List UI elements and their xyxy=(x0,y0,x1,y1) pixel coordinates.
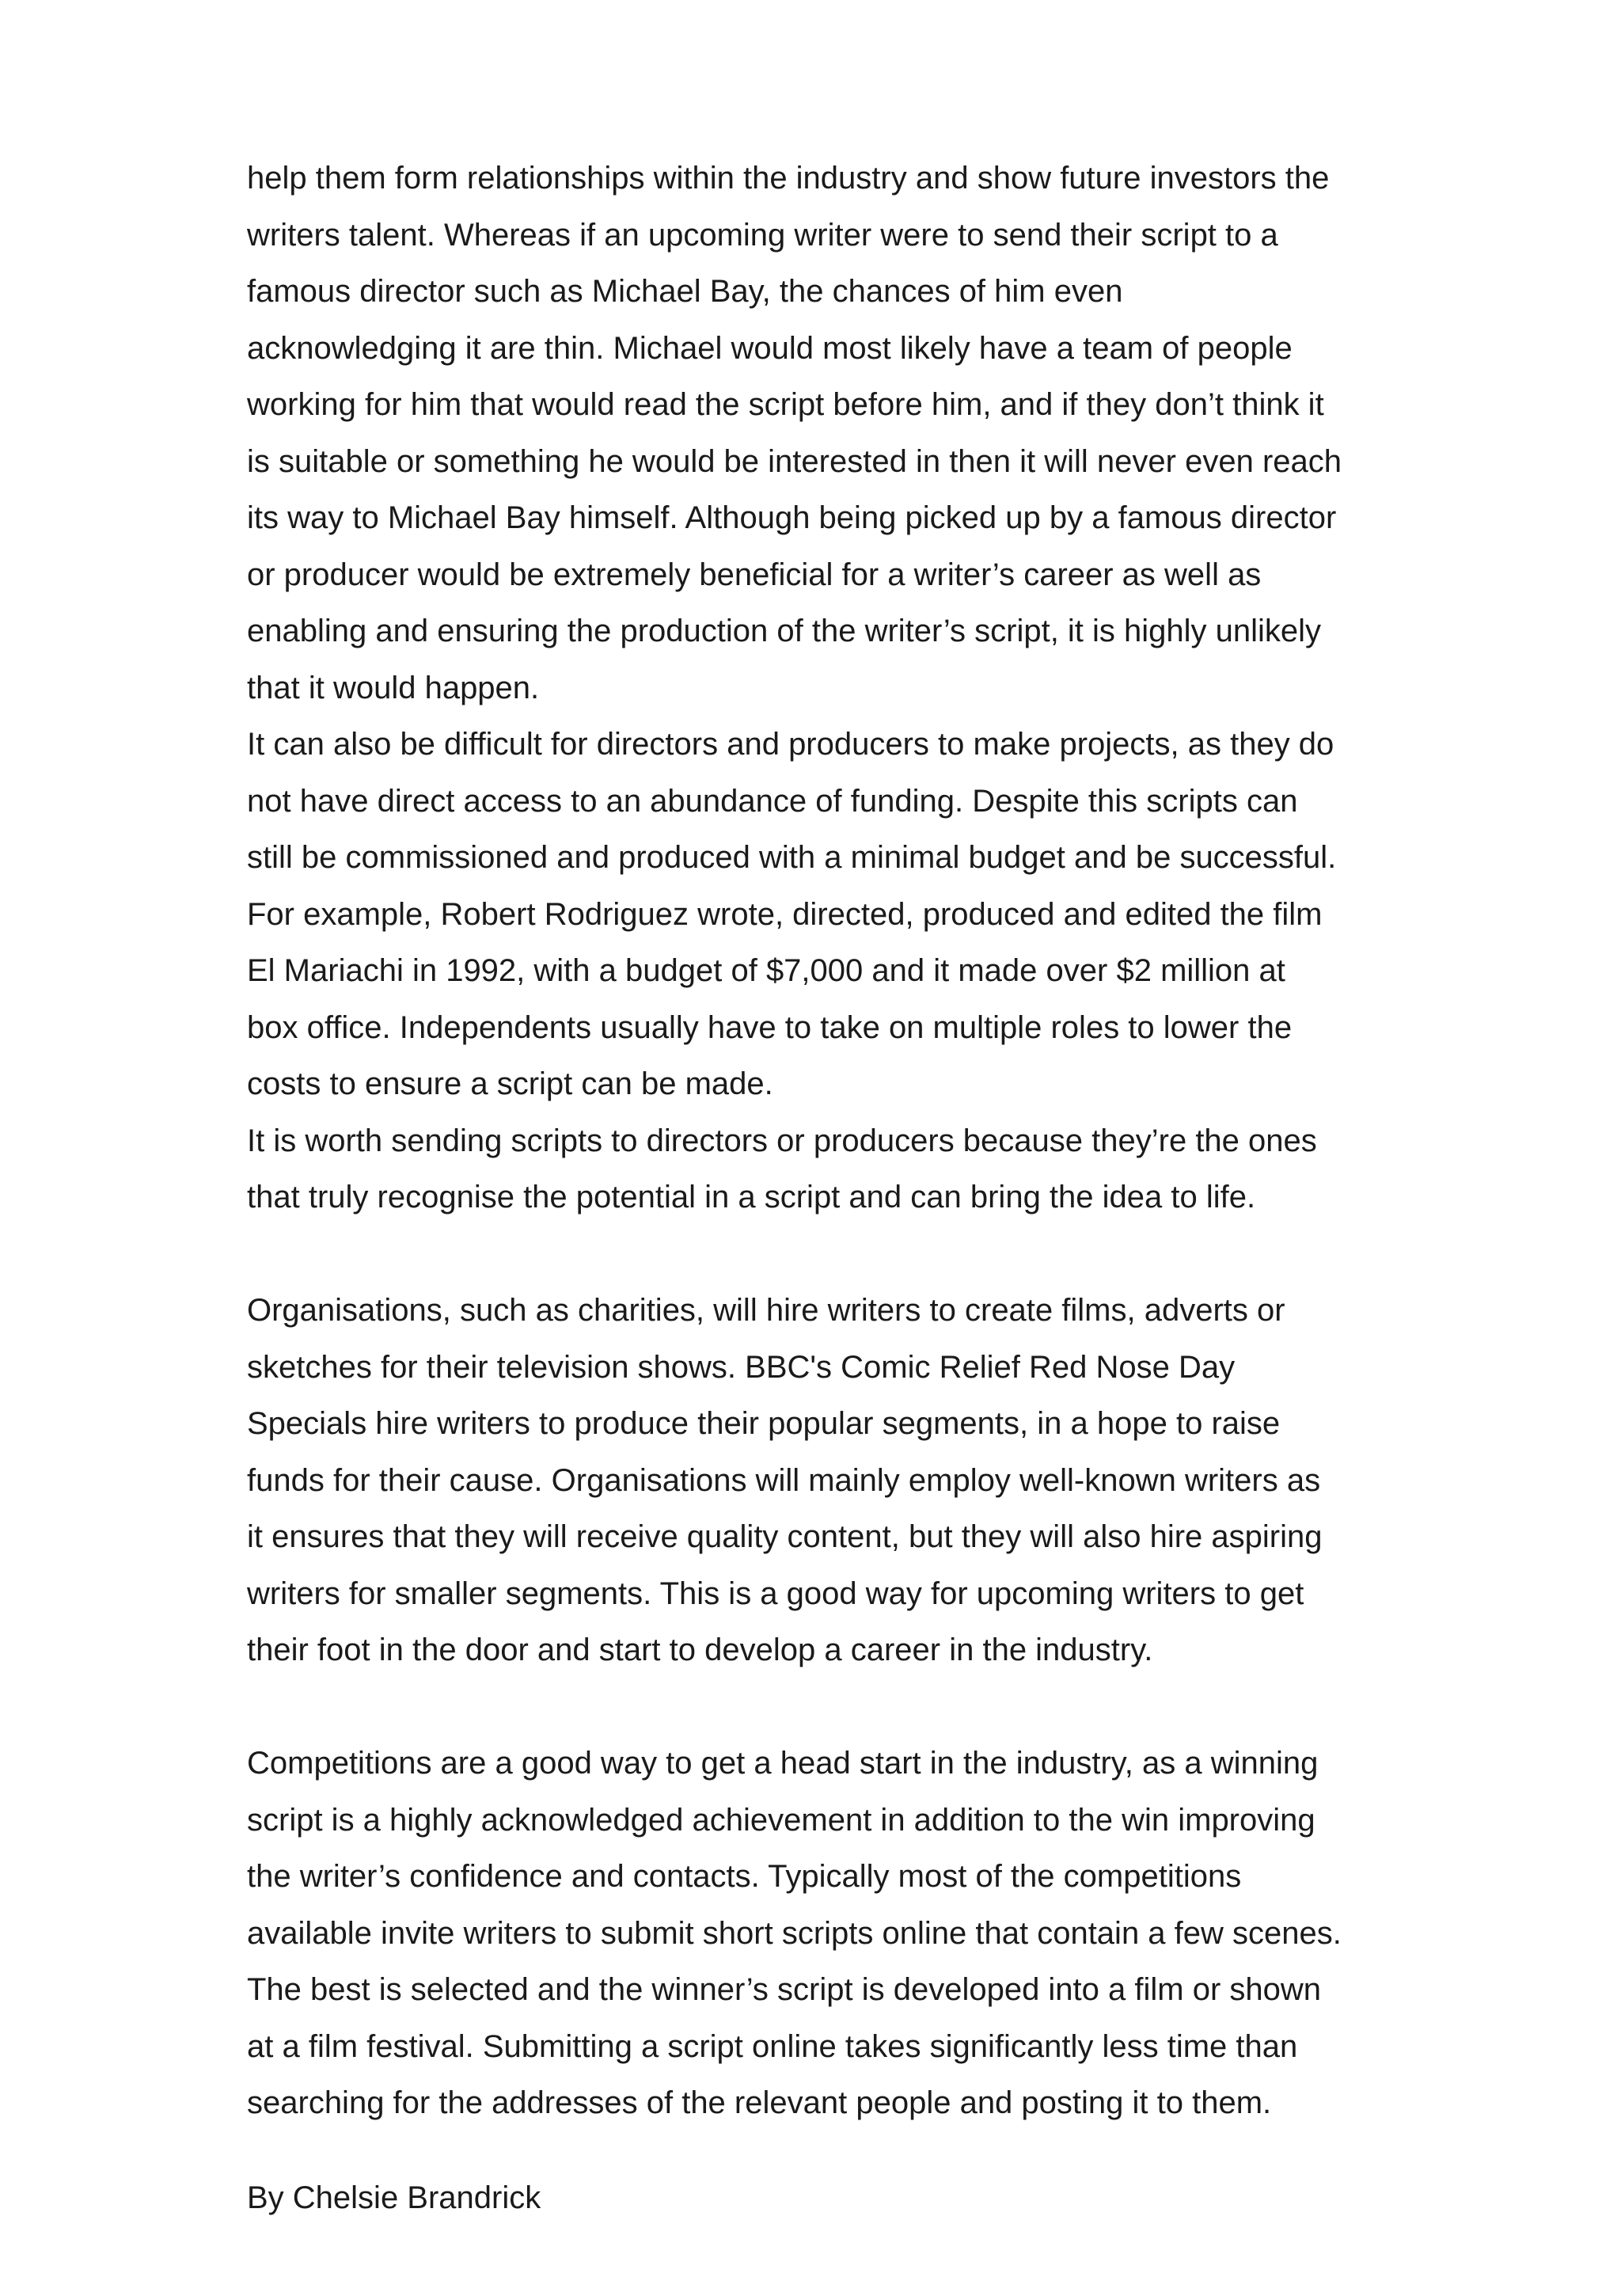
text-line: acknowledging it are thin. Michael would most likely have a team of people xyxy=(247,330,1293,366)
paragraph-2 xyxy=(247,717,1403,1113)
text-line: Organisations, such as charities, will hire writers to create films, adverts or xyxy=(247,1293,1285,1328)
text-line: it ensures that they will receive quality content, but they will also hire aspiring xyxy=(247,1519,1323,1554)
author-byline: By Chelsie Brandrick xyxy=(247,2180,541,2215)
text-line: famous director such as Michael Bay, the chances of him even xyxy=(247,274,1123,309)
text-line: box office. Independents usually have to take on multiple roles to lower the xyxy=(247,1009,1293,1045)
paragraph-4 xyxy=(247,1283,1403,1679)
text-line: its way to Michael Bay himself. Although being picked up by a famous director xyxy=(247,500,1337,535)
text-line: their foot in the door and start to develop a career in the industry. xyxy=(247,1633,1153,1667)
paragraph-1 xyxy=(247,150,1403,717)
text-line: not have direct access to an abundance of funding. Despite this scripts can xyxy=(247,783,1298,819)
text-line: It is worth sending scripts to directors or producers because they’re the ones xyxy=(247,1123,1317,1158)
text-line: costs to ensure a script can be made. xyxy=(247,1066,773,1101)
text-line: is suitable or something he would be interested in then it will never even reach xyxy=(247,443,1342,479)
text-line: sketches for their television shows. BBC's Comic Relief Red Nose Day xyxy=(247,1349,1236,1385)
text-line: searching for the addresses of the relevant people and posting it to them. xyxy=(247,2085,1272,2120)
text-line: The best is selected and the winner’s script is developed into a film or shown xyxy=(247,1972,1322,2007)
text-line: script is a highly acknowledged achievement in addition to the win improving xyxy=(247,1802,1315,1838)
text-line: available invite writers to submit short scripts online that contain a few scenes. xyxy=(247,1915,1342,1951)
document-body xyxy=(247,150,1403,2226)
text-line: that truly recognise the potential in a script and can bring the idea to life. xyxy=(247,1180,1256,1215)
text-line: enabling and ensuring the production of the writer’s script, it is highly unlikely xyxy=(247,614,1322,648)
paragraph-3 xyxy=(247,1113,1403,1226)
text-line: It can also be difficult for directors and producers to make projects, as they do xyxy=(247,727,1334,762)
text-line: still be commissioned and produced with a minimal budget and be successful. xyxy=(247,840,1337,875)
text-line: that it would happen. xyxy=(247,670,540,705)
text-line: writers for smaller segments. This is a good way for upcoming writers to get xyxy=(247,1576,1304,1611)
text-line: writers talent. Whereas if an upcoming writer were to send their script to a xyxy=(247,217,1278,253)
text-line: working for him that would read the script before him, and if they don’t think it xyxy=(247,387,1324,422)
text-line: or producer would be extremely beneficial for a writer’s career as well as xyxy=(247,557,1262,592)
paragraph-gap xyxy=(247,2132,1403,2170)
paragraph-gap xyxy=(247,1679,1403,1736)
text-line: El Mariachi in 1992, with a budget of $7,000 and it made over $2 million at xyxy=(247,953,1285,988)
text-line: help them form relationships within the industry and show future investors the xyxy=(247,161,1330,196)
text-line: at a film festival. Submitting a script online takes significantly less time than xyxy=(247,2028,1298,2064)
text-line: funds for their cause. Organisations will mainly employ well-known writers as xyxy=(247,1462,1321,1498)
text-line: Specials hire writers to produce their popular segments, in a hope to raise xyxy=(247,1406,1281,1441)
paragraph-5 xyxy=(247,1735,1403,2132)
text-line: For example, Robert Rodriguez wrote, directed, produced and edited the film xyxy=(247,896,1323,932)
paragraph-gap xyxy=(247,1226,1403,1283)
text-line: the writer’s confidence and contacts. Typically most of the competitions xyxy=(247,1859,1242,1894)
text-line: Competitions are a good way to get a head start in the industry, as a winning xyxy=(247,1746,1319,1781)
